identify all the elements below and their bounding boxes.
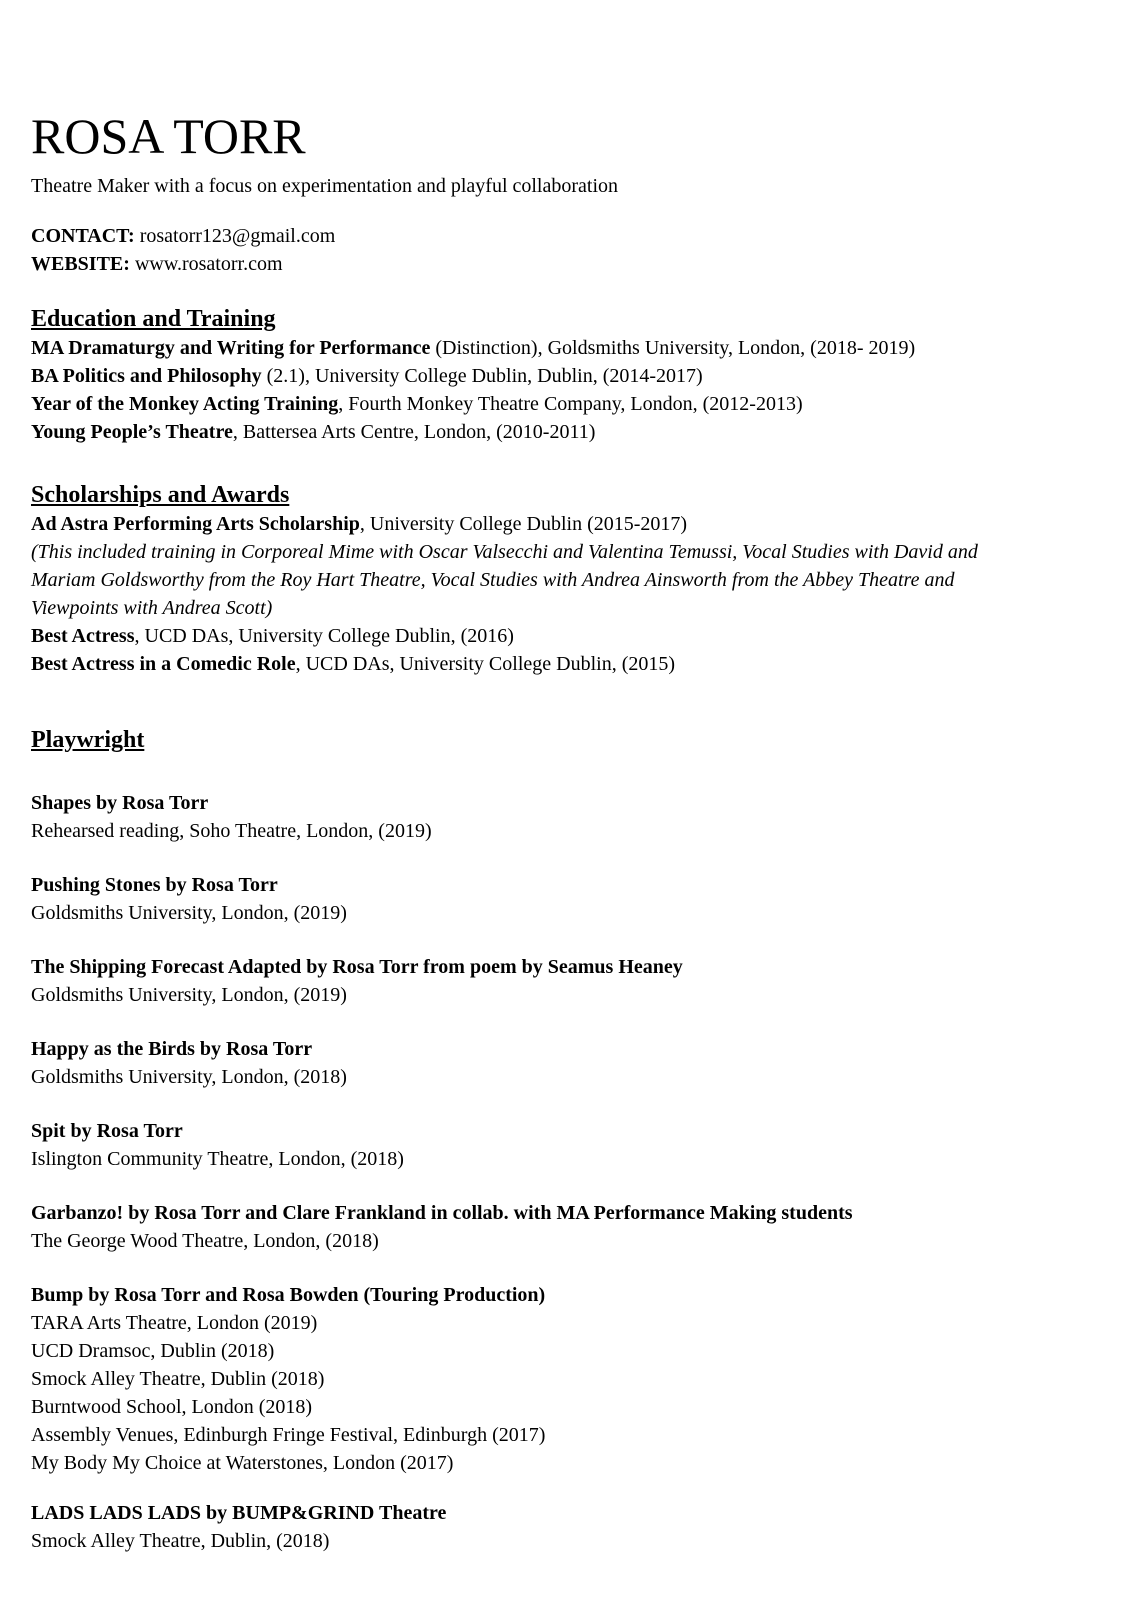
- award-title: Best Actress in a Comedic Role: [31, 653, 296, 675]
- work-venue: Goldsmiths University, London, (2019): [31, 984, 347, 1006]
- education-item: [31, 334, 915, 362]
- work-title: Happy as the Birds by Rosa Torr: [31, 1038, 313, 1060]
- work-item: [31, 1117, 404, 1173]
- work-item: [31, 1499, 446, 1555]
- education-detail: , Fourth Monkey Theatre Company, London, (2012-2013): [338, 393, 803, 415]
- work-item: [31, 1035, 347, 1091]
- work-venue: Burntwood School, London (2018): [31, 1396, 313, 1418]
- contact-block: [31, 222, 335, 278]
- education-detail: (Distinction), Goldsmiths University, London, (2018- 2019): [430, 337, 916, 359]
- work-venue: Smock Alley Theatre, Dublin, (2018): [31, 1530, 330, 1552]
- work-venue: Assembly Venues, Edinburgh Fringe Festival, Edinburgh (2017): [31, 1424, 546, 1446]
- work-venue: Smock Alley Theatre, Dublin (2018): [31, 1368, 325, 1390]
- work-title: Garbanzo! by Rosa Torr and Clare Frankland in collab. with MA Performance Making students: [31, 1202, 853, 1224]
- education-section: [31, 304, 915, 446]
- playwright-section: [31, 725, 144, 755]
- work-item: [31, 1281, 545, 1477]
- education-title: BA Politics and Philosophy: [31, 365, 262, 387]
- work-venue: Islington Community Theatre, London, (2018): [31, 1148, 404, 1170]
- playwright-heading: Playwright: [31, 727, 145, 753]
- website-url: www.rosatorr.com: [129, 253, 283, 275]
- education-detail: (2.1), University College Dublin, Dublin, (2014-2017): [261, 365, 703, 387]
- award-title: Best Actress: [31, 625, 135, 647]
- work-venue: UCD Dramsoc, Dublin (2018): [31, 1340, 275, 1362]
- website-label: WEBSITE:: [31, 253, 130, 275]
- scholarship-note: (This included training in Corporeal Mime with Oscar Valsecchi and Valentina Temussi, Vocal Studies with David and Mariam Goldsworthy from the Roy Hart Theatre, Vocal Studies with Andrea Ainsworth from the Abbey Theatre and Viewpoints with Andrea Scott): [31, 541, 978, 619]
- work-title: Pushing Stones by Rosa Torr: [31, 874, 278, 896]
- education-item: [31, 390, 915, 418]
- award-item: [31, 650, 1041, 678]
- award-detail: , UCD DAs, University College Dublin, (2015): [295, 653, 676, 675]
- education-title: Year of the Monkey Acting Training: [31, 393, 339, 415]
- work-title: The Shipping Forecast Adapted by Rosa Torr from poem by Seamus Heaney: [31, 956, 683, 978]
- scholarship-detail: , University College Dublin (2015-2017): [359, 513, 688, 535]
- work-venue: My Body My Choice at Waterstones, London (2017): [31, 1452, 454, 1474]
- awards-heading: Scholarships and Awards: [31, 482, 290, 508]
- work-title: Spit by Rosa Torr: [31, 1120, 183, 1142]
- education-title: Young People’s Theatre: [31, 421, 233, 443]
- education-item: [31, 362, 915, 390]
- education-item: [31, 418, 915, 446]
- work-venue: The George Wood Theatre, London, (2018): [31, 1230, 379, 1252]
- award-item: [31, 622, 1041, 650]
- work-title: LADS LADS LADS by BUMP&GRIND Theatre: [31, 1502, 447, 1524]
- work-item: [31, 953, 683, 1009]
- resume-tagline: Theatre Maker with a focus on experimentation and playful collaboration: [31, 175, 619, 197]
- award-detail: , UCD DAs, University College Dublin, (2016): [134, 625, 514, 647]
- scholarship-item: [31, 510, 1041, 538]
- work-venue: TARA Arts Theatre, London (2019): [31, 1312, 318, 1334]
- work-title: Shapes by Rosa Torr: [31, 792, 209, 814]
- website-line: [31, 250, 335, 278]
- work-title: Bump by Rosa Torr and Rosa Bowden (Touring Production): [31, 1284, 546, 1306]
- work-item: [31, 789, 432, 845]
- work-venue: Goldsmiths University, London, (2019): [31, 902, 347, 924]
- resume-name: ROSA TORR: [31, 108, 306, 164]
- education-detail: , Battersea Arts Centre, London, (2010-2011): [232, 421, 596, 443]
- contact-line: [31, 222, 335, 250]
- scholarship-title: Ad Astra Performing Arts Scholarship: [31, 513, 360, 535]
- work-item: [31, 871, 347, 927]
- contact-email: rosatorr123@gmail.com: [134, 225, 336, 247]
- education-heading: Education and Training: [31, 306, 276, 332]
- work-venue: Goldsmiths University, London, (2018): [31, 1066, 347, 1088]
- work-item: [31, 1199, 853, 1255]
- work-venue: Rehearsed reading, Soho Theatre, London, (2019): [31, 820, 432, 842]
- contact-label: CONTACT:: [31, 225, 135, 247]
- education-title: MA Dramaturgy and Writing for Performance: [31, 337, 431, 359]
- awards-section: [31, 480, 1041, 678]
